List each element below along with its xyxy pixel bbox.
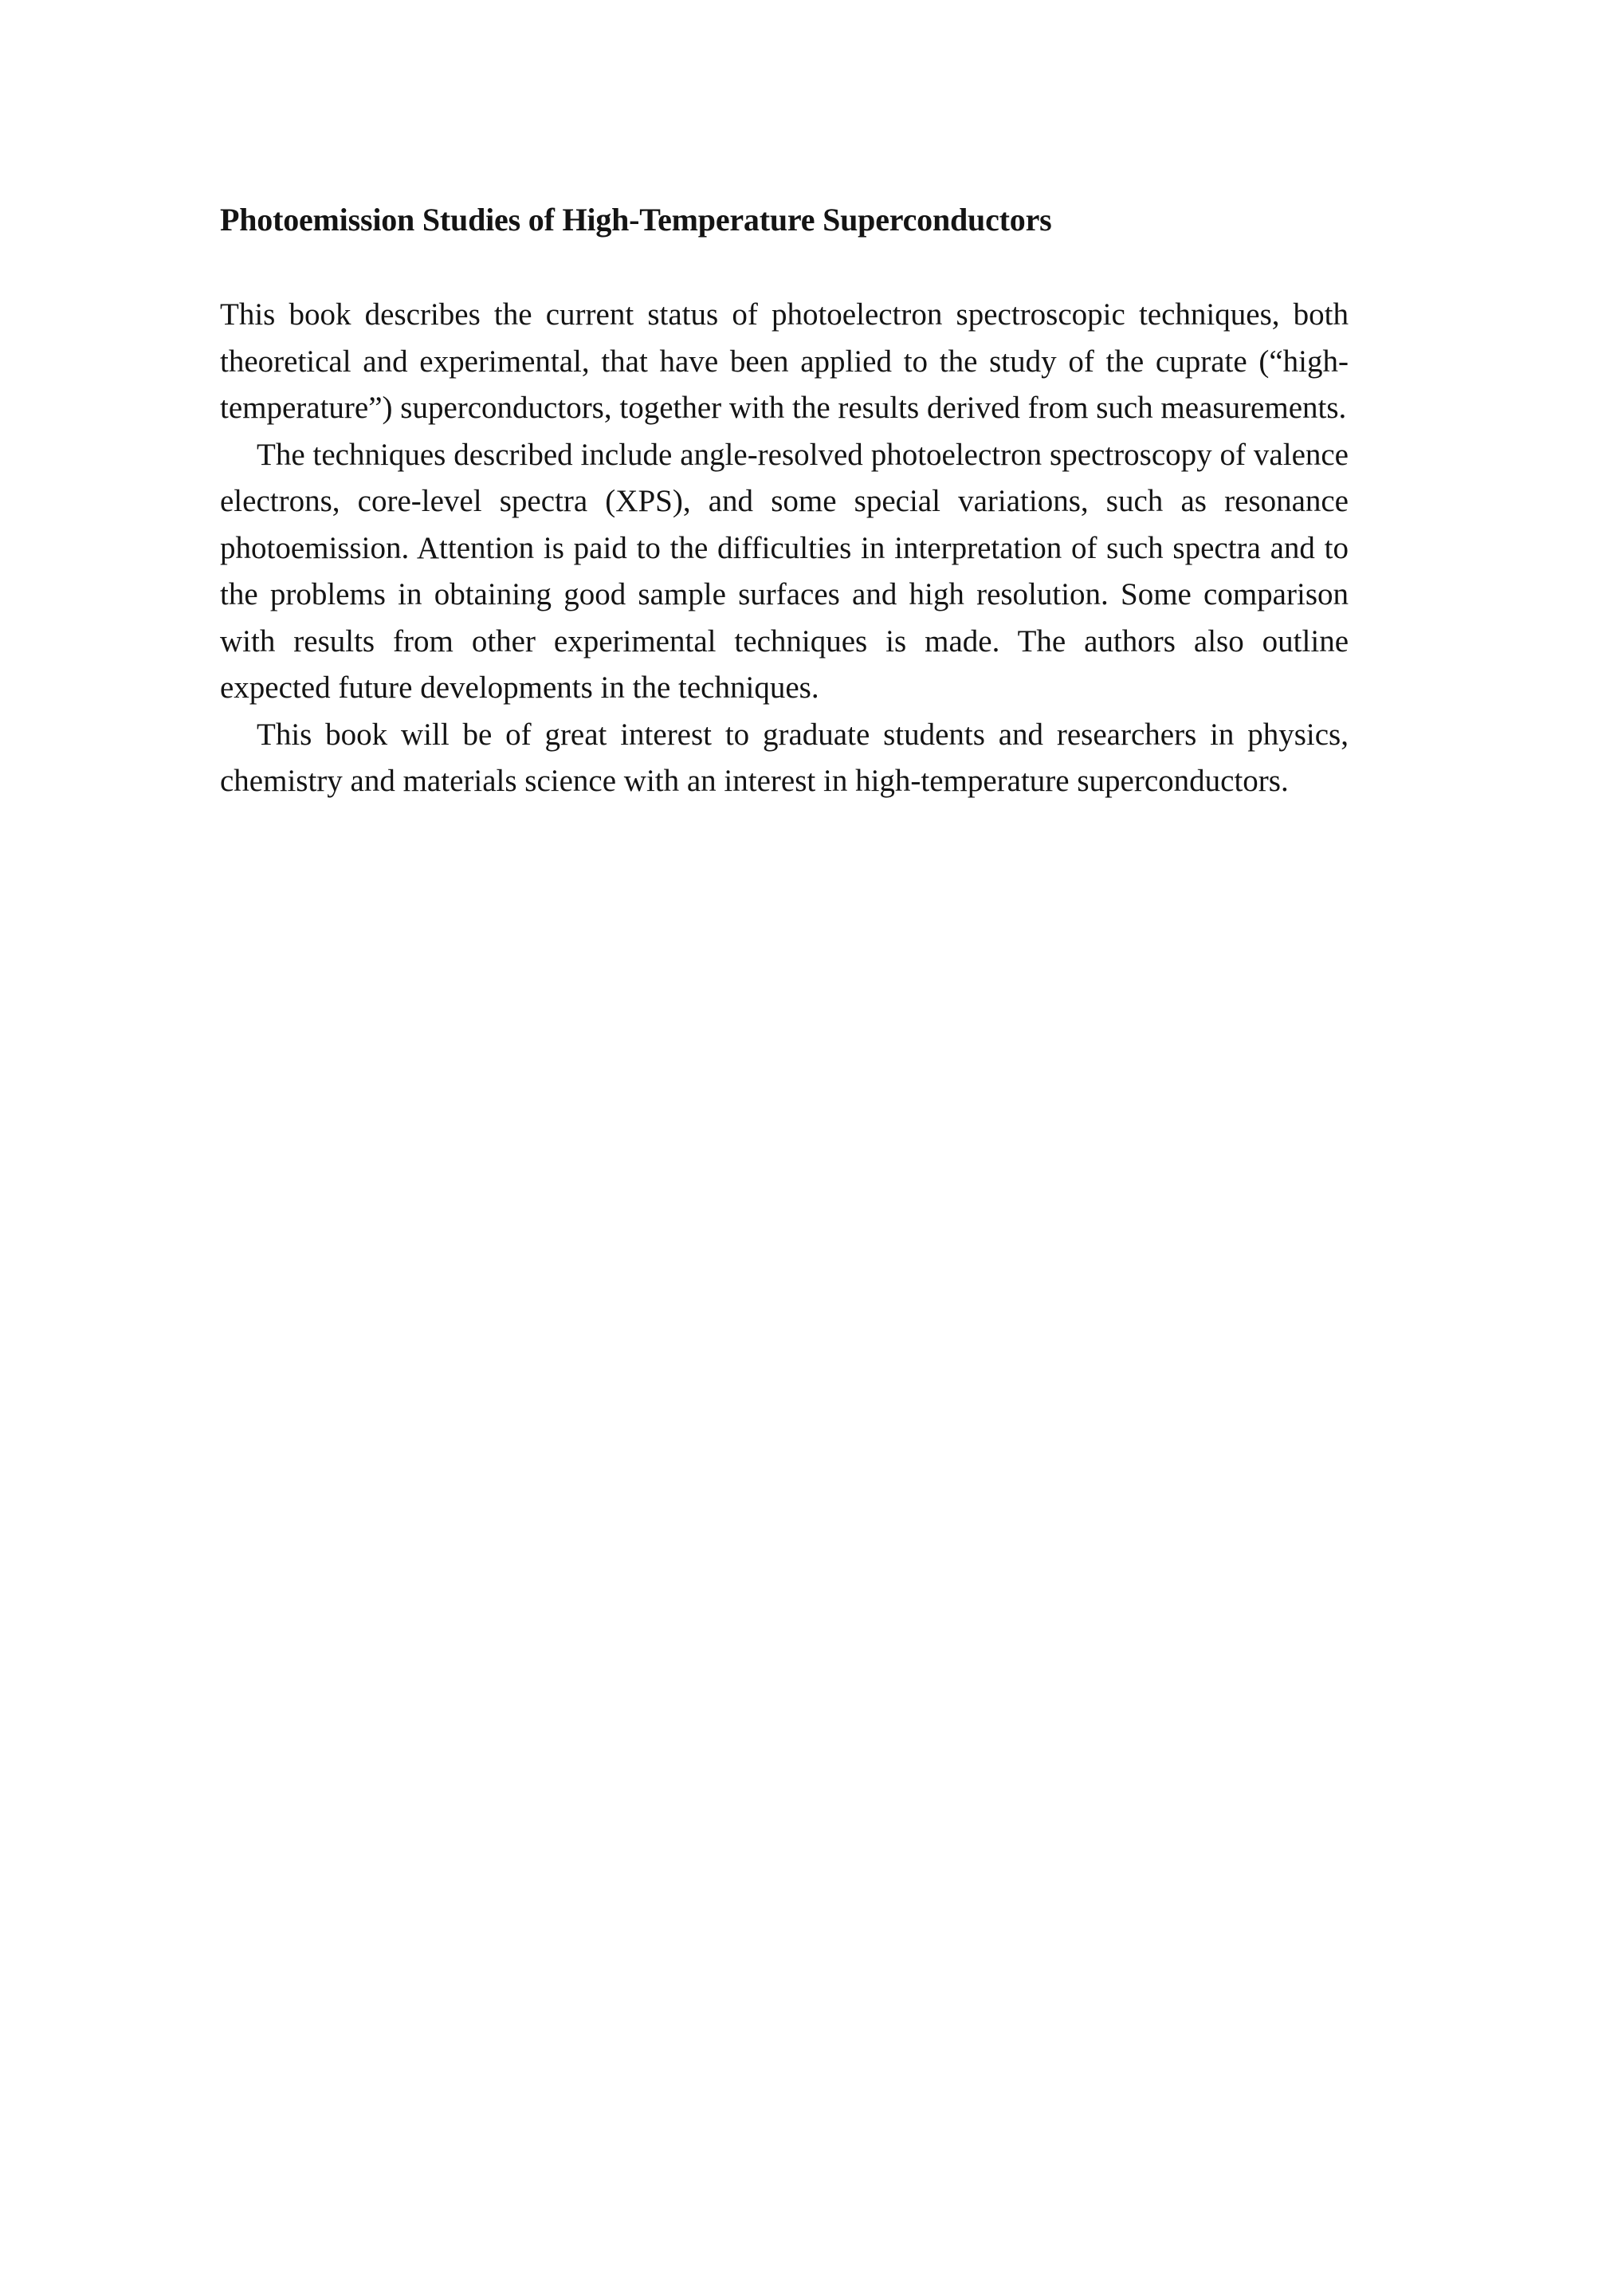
paragraph-techniques: The techniques described include angle-resolved photoelectron spectroscopy of valence electrons, core-level spectra (XPS), and some special variations, such as resonance photoemission. Attention is paid to the difficulties in interpretation of such spectra and to the problems in obtaining good sample surfaces and high resolution. Some comparison with results from other experimental techniques is made. The authors also outline expected future developments in the techniques. — [220, 437, 1349, 705]
document-title: Photoemission Studies of High-Temperature Superconductors — [220, 202, 1052, 238]
paragraph-intro: This book describes the current status of photoelectron spectroscopic techniques, both theoretical and experimental, that have been applied to the study of the cuprate (“high-temperature”) superconductors, together with the results derived from such measurements. — [220, 297, 1349, 425]
document-body — [220, 292, 1349, 805]
paragraph-audience: This book will be of great interest to graduate students and researchers in physics, chemistry and materials science with an interest in high-temperature superconductors. — [220, 717, 1349, 798]
document-content — [220, 196, 1349, 805]
